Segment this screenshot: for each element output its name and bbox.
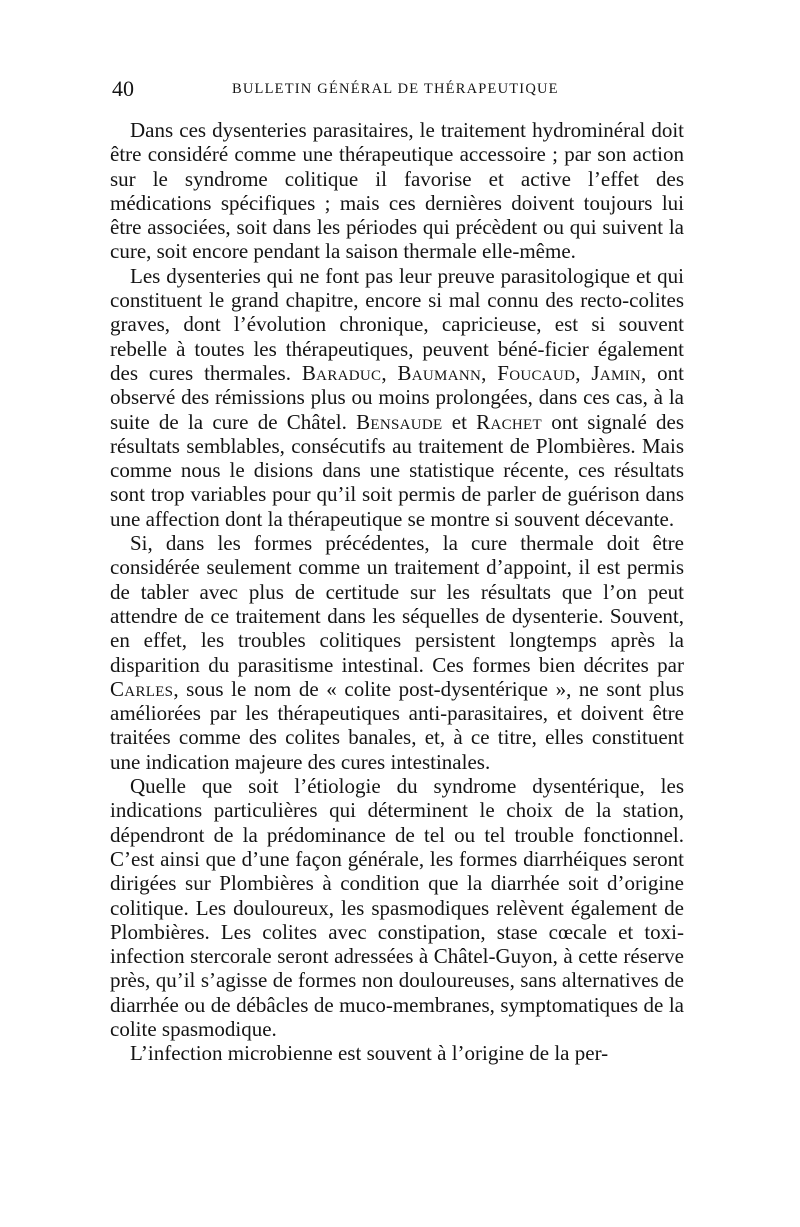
paragraph-text: Les dysenteries qui ne font pas leur preuve parasitologique et qui constituent le grand chapitre, encore si mal connu des recto-colites graves, dont l’évolution chronique, capricieuse, est si souvent rebelle à toutes les thérapeutiques, peuvent béné-ficier également des cures thermales.	[110, 263, 684, 385]
paragraph	[110, 531, 684, 774]
paragraph-text: , sous le nom de « colite post-dysentérique », ne sont plus améliorées par les thérapeutiques anti-parasitaires, et doivent être traitées comme des colites banales, et, à ce titre, elles constituent une indication majeure des cures intestinales.	[110, 676, 684, 774]
author-name: Rachet	[476, 409, 542, 434]
author-name: Bensaude	[356, 409, 443, 434]
author-name: Baumann	[397, 360, 482, 385]
author-name: Jamin	[591, 360, 642, 385]
author-name: Baraduc	[301, 360, 382, 385]
paragraph-text: , ont observé des rémissions plus ou moins prolongées, dans ces cas, à la suite de la cure de Châtel.	[110, 360, 685, 434]
body-text	[110, 118, 684, 1066]
paragraph-text: L’infection microbienne est souvent à l’origine de la per-	[130, 1041, 609, 1066]
page-number: 40	[112, 76, 134, 101]
paragraph-text: ,	[381, 360, 398, 385]
paragraph-text: ont signalé des résultats semblables, consécutifs au traitement de Plombières. Mais comme nous le disions dans une statistique récente, ces résultats sont trop variables pour qu’il soit permis de parler de guérison dans une affection dont la thérapeutique se montre si souvent décevante.	[110, 409, 684, 531]
paragraph	[110, 264, 684, 531]
paragraph-text: et	[442, 409, 477, 434]
paragraph-text: Si, dans les formes précédentes, la cure thermale doit être considérée seulement comme un traitement d’appoint, il est permis de tabler avec plus de certitude sur les résultats que l’on peut attendre de ce traitement dans les séquelles de dysenterie. Souvent, en effet, les troubles colitiques persistent longtemps après la disparition du parasitisme intestinal. Ces formes bien décrites par	[110, 531, 684, 677]
paragraph-text: Dans ces dysenteries parasitaires, le traitement hydrominéral doit être considéré comme une thérapeutique accessoire ; par son action sur le syndrome colitique il favorise et active l’effet des médications spécifiques ; mais ces dernières doivent toujours lui être associées, soit dans les périodes qui précèdent ou qui suivent la cure, soit encore pendant la saison thermale elle-même.	[110, 118, 684, 264]
paragraph-text: ,	[575, 360, 592, 385]
author-name: Carles	[110, 676, 174, 701]
paragraph-text: Quelle que soit l’étiologie du syndrome dysentérique, les indications particulières qui déterminent le choix de la station, dépendront de la prédominance de tel ou tel trouble fonctionnel. C’est ainsi que d’une façon générale, les formes diarrhéiques seront dirigées sur Plombières à condition que la diarrhée soit d’origine colitique. Les douloureux, les spasmodiques relèvent également de Plombières. Les colites avec constipation, stase cœcale et toxi-infection stercorale seront adressées à Châtel-Guyon, à cette réserve près, qu’il s’agisse de formes non douloureuses, sans alternatives de diarrhée ou de débâcles de muco-membranes, symptomatiques de la colite spasmodique.	[110, 774, 684, 1041]
paragraph-text: ,	[481, 360, 498, 385]
paragraph	[110, 118, 684, 264]
page-header	[112, 76, 712, 102]
paragraph	[110, 1041, 684, 1065]
paragraph	[110, 774, 684, 1041]
running-title: BULLETIN GÉNÉRAL DE THÉRAPEUTIQUE	[232, 81, 559, 97]
author-name: Foucaud	[497, 360, 576, 385]
